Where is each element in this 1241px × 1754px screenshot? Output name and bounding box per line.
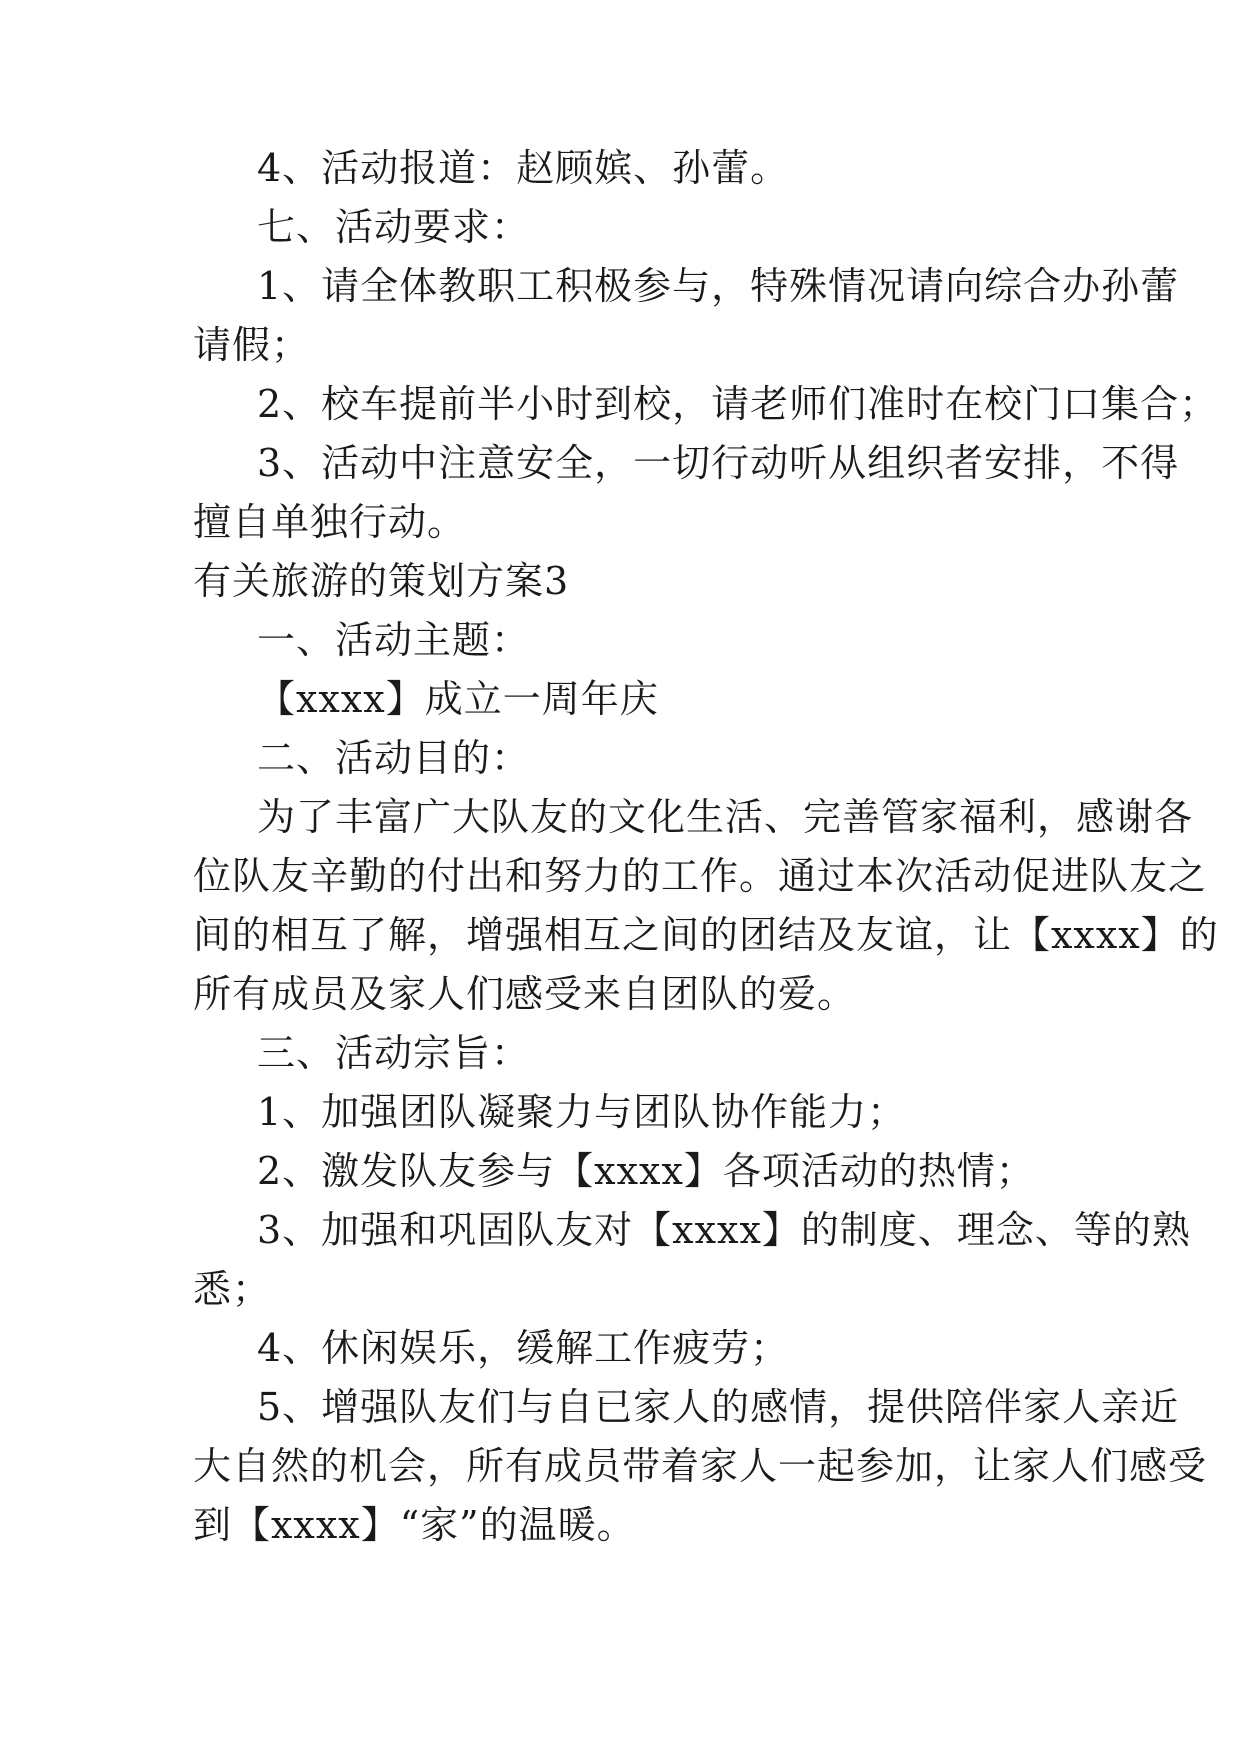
paragraph-line: 位队友辛勤的付出和努力的工作。通过本次活动促进队友之 bbox=[193, 854, 1208, 898]
paragraph-line: 3、活动中注意安全，一切行动听从组织者安排，不得 bbox=[257, 441, 1180, 485]
paragraph-line: 到【xxxx】“家”的温暖。 bbox=[193, 1503, 636, 1547]
list-item: 3、加强和巩固队友对【xxxx】的制度、理念、等的熟 bbox=[257, 1208, 1191, 1252]
list-item: 4、休闲娱乐，缓解工作疲劳； bbox=[257, 1326, 790, 1370]
paragraph-line: 【xxxx】成立一周年庆 bbox=[257, 677, 659, 721]
paragraph-line: 大自然的机会，所有成员带着家人一起参加，让家人们感受 bbox=[193, 1444, 1208, 1488]
list-item: 4、活动报道：赵顾嫔、孙蕾。 bbox=[257, 146, 790, 190]
paragraph-line: 擅自单独行动。 bbox=[193, 500, 467, 544]
list-item: 1、加强团队凝聚力与团队协作能力； bbox=[257, 1090, 907, 1134]
paragraph-line: 悉； bbox=[193, 1267, 272, 1311]
paragraph-line: 请假； bbox=[193, 323, 311, 367]
paragraph-line: 为了丰富广大队友的文化生活、完善管家福利，感谢各 bbox=[257, 795, 1194, 839]
section-heading: 三、活动宗旨： bbox=[257, 1031, 531, 1075]
section-heading: 一、活动主题： bbox=[257, 618, 531, 662]
paragraph-line: 所有成员及家人们感受来自团队的爱。 bbox=[193, 972, 857, 1016]
list-item: 2、激发队友参与【xxxx】各项活动的热情； bbox=[257, 1149, 1035, 1193]
list-item: 5、增强队友们与自已家人的感情，提供陪伴家人亲近 bbox=[257, 1385, 1180, 1429]
paragraph-line: 1、请全体教职工积极参与，特殊情况请向综合办孙蕾 bbox=[257, 264, 1180, 308]
document-title: 有关旅游的策划方案3 bbox=[193, 559, 570, 603]
section-heading: 七、活动要求： bbox=[257, 205, 531, 249]
section-heading: 二、活动目的： bbox=[257, 736, 531, 780]
list-item: 2、校车提前半小时到校，请老师们准时在校门口集合； bbox=[257, 382, 1219, 426]
paragraph-line: 间的相互了解，增强相互之间的团结及友谊，让【xxxx】的 bbox=[193, 913, 1219, 957]
